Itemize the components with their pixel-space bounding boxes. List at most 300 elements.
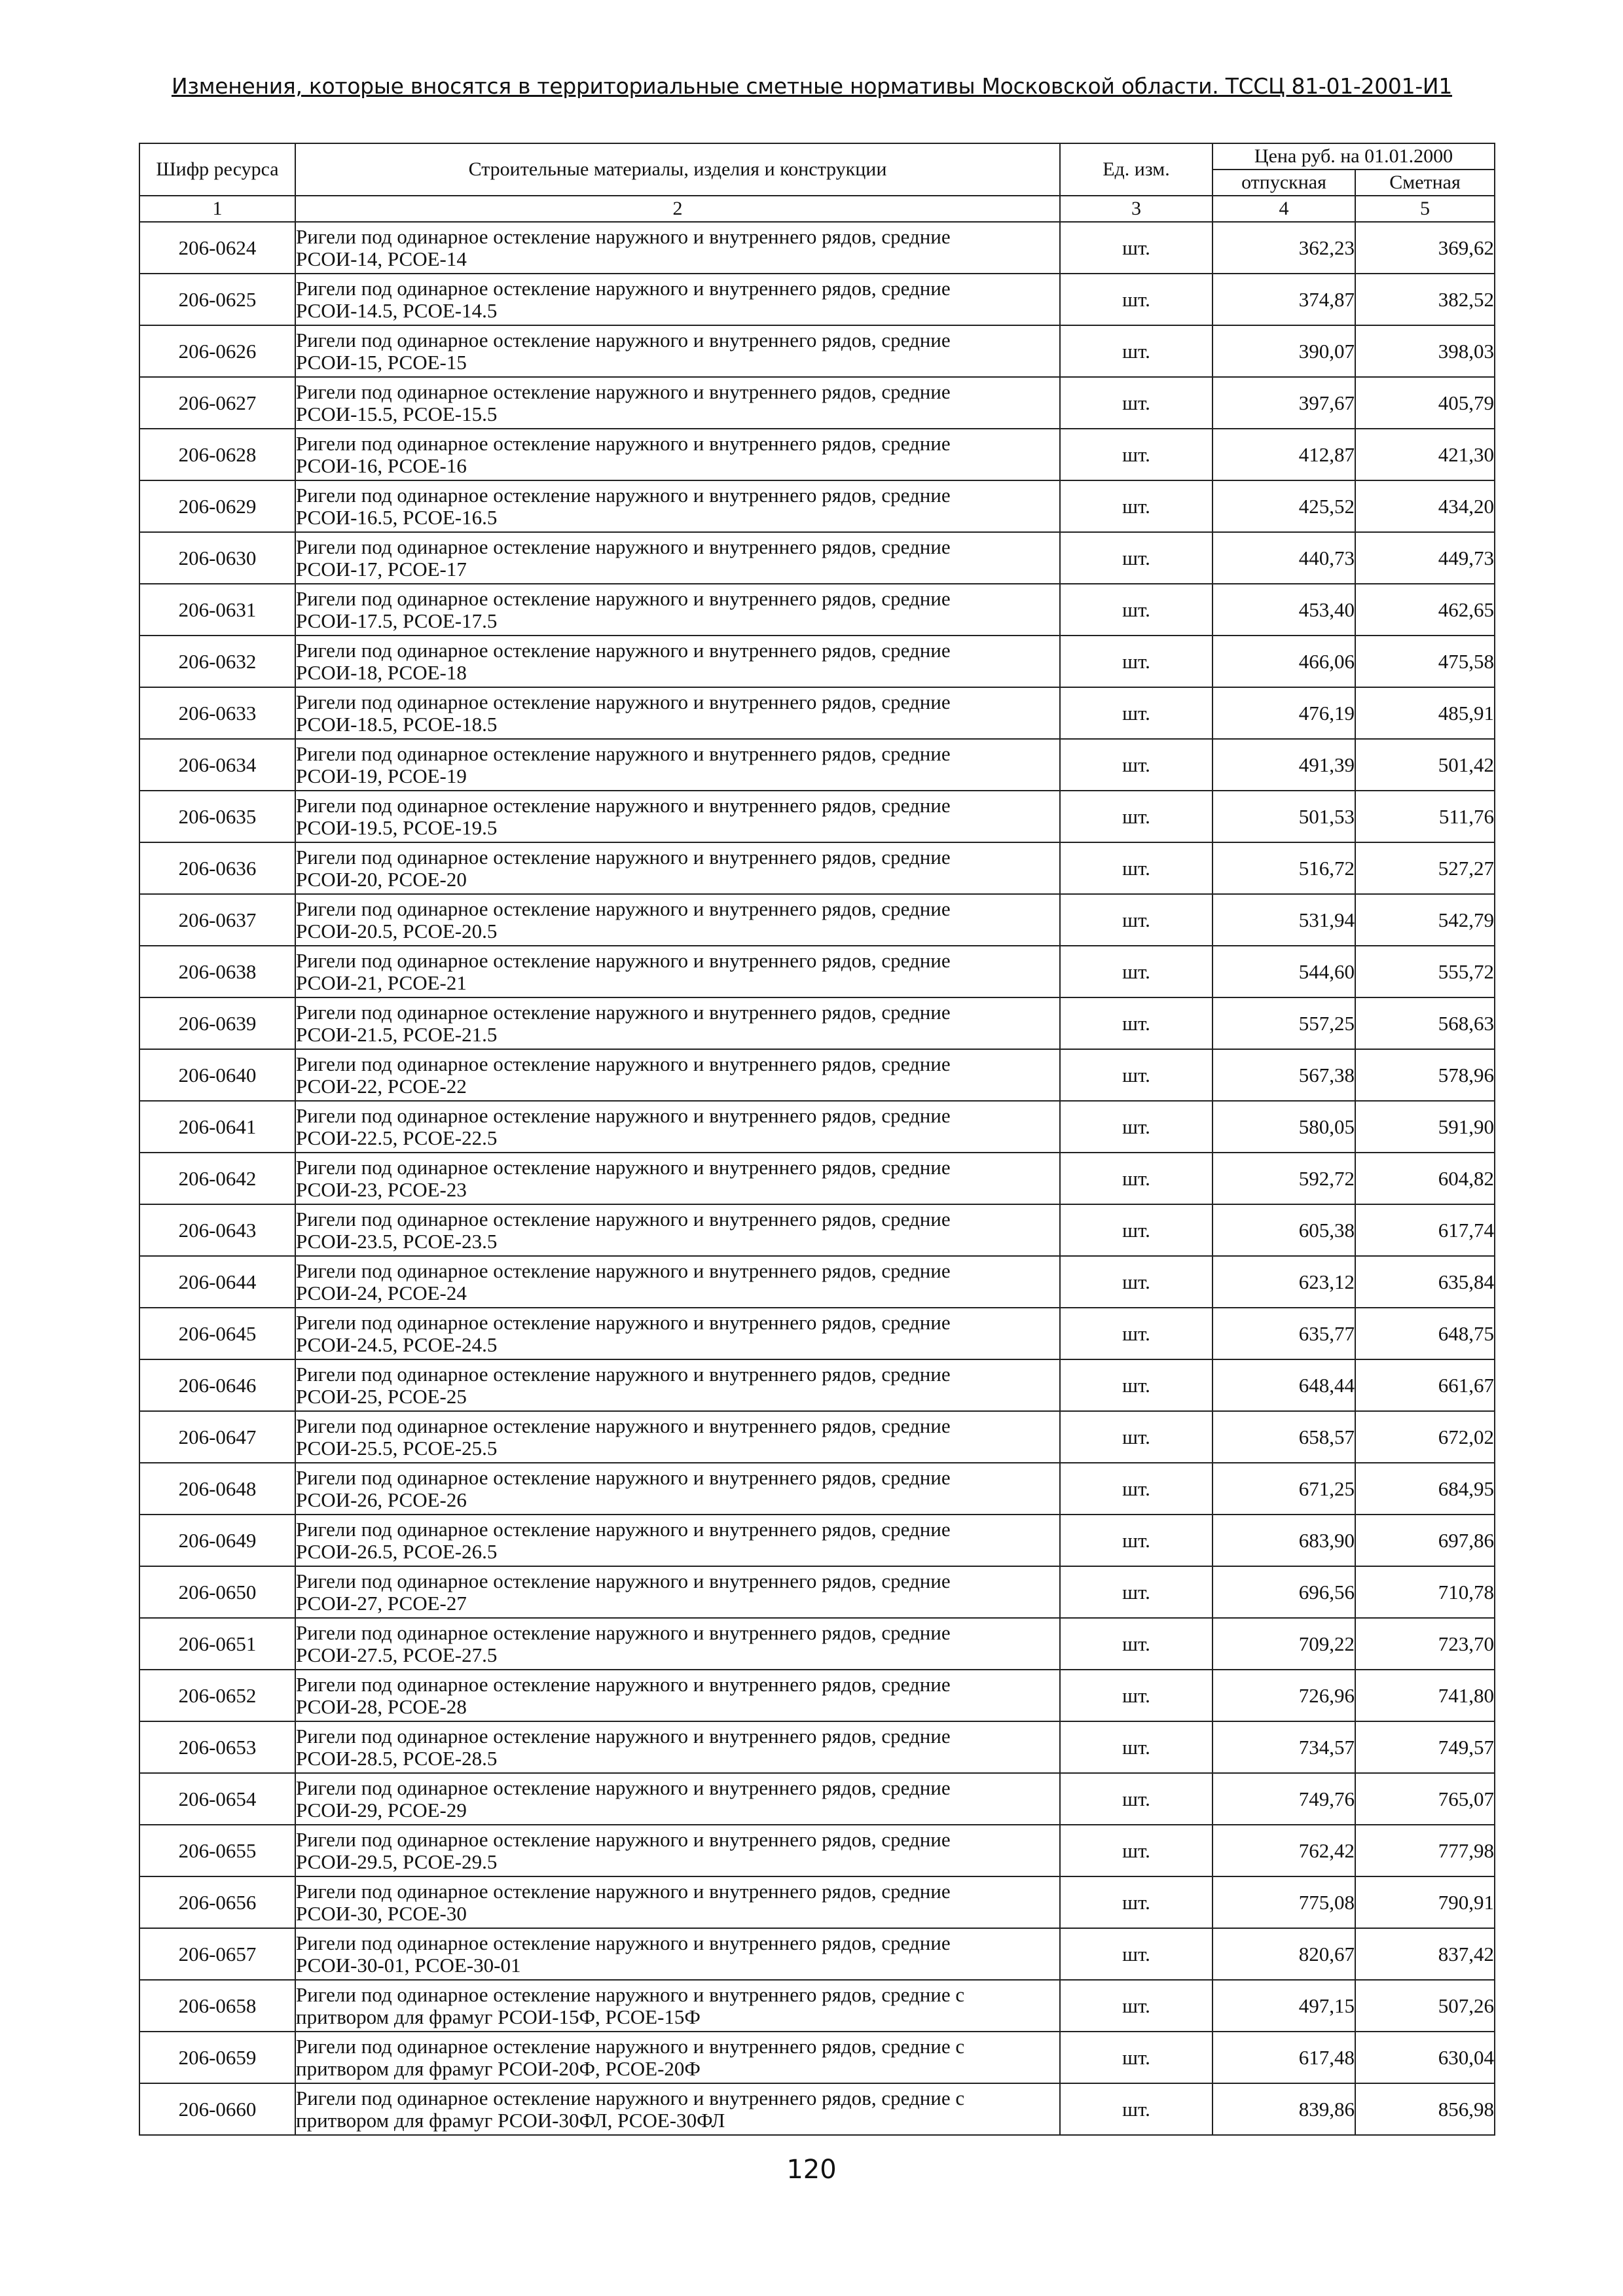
material-name-line: Ригели под одинарное остекление наружного и внутреннего рядов, средние	[296, 690, 951, 713]
material-name-line: РСОИ-15.5, РСОЕ-15.5	[296, 402, 498, 425]
unit-of-measure: шт.	[1060, 1721, 1213, 1773]
table-row	[139, 1618, 1495, 1670]
material-name	[295, 2032, 1060, 2083]
table-row	[139, 1153, 1495, 1204]
release-price: 580,05	[1213, 1101, 1355, 1153]
release-price: 466,06	[1213, 636, 1355, 687]
unit-of-measure: шт.	[1060, 377, 1213, 429]
release-price: 648,44	[1213, 1359, 1355, 1411]
release-price: 412,87	[1213, 429, 1355, 480]
release-price: 362,23	[1213, 222, 1355, 274]
release-price: 709,22	[1213, 1618, 1355, 1670]
resource-code: 206-0650	[139, 1566, 295, 1618]
unit-of-measure: шт.	[1060, 1928, 1213, 1980]
estimate-price: 507,26	[1355, 1980, 1495, 2032]
table-row	[139, 1049, 1495, 1101]
estimate-price: 485,91	[1355, 687, 1495, 739]
estimate-price: 765,07	[1355, 1773, 1495, 1825]
release-price: 671,25	[1213, 1463, 1355, 1515]
material-name-line: Ригели под одинарное остекление наружного и внутреннего рядов, средние	[296, 1776, 951, 1799]
table-row	[139, 791, 1495, 842]
material-name	[295, 997, 1060, 1049]
estimate-price: 405,79	[1355, 377, 1495, 429]
estimate-price: 555,72	[1355, 946, 1495, 997]
resource-code: 206-0629	[139, 480, 295, 532]
material-name-line: Ригели под одинарное остекление наружного и внутреннего рядов, средние	[296, 431, 951, 455]
release-price: 491,39	[1213, 739, 1355, 791]
material-name-line: притвором для фрамуг РСОИ-30ФЛ, РСОЕ-30ФЛ	[296, 2108, 725, 2132]
material-name	[295, 1773, 1060, 1825]
material-name-line: Ригели под одинарное остекление наружного и внутреннего рядов, средние	[296, 1155, 951, 1179]
material-name-line: Ригели под одинарное остекление наружного и внутреннего рядов, средние	[296, 1724, 951, 1748]
table-body	[139, 222, 1495, 2135]
release-price: 440,73	[1213, 532, 1355, 584]
resource-code: 206-0631	[139, 584, 295, 636]
table-row	[139, 1101, 1495, 1153]
material-name	[295, 1101, 1060, 1153]
table-row	[139, 946, 1495, 997]
table-row	[139, 1204, 1495, 1256]
table-row	[139, 997, 1495, 1049]
unit-of-measure: шт.	[1060, 1359, 1213, 1411]
release-price: 734,57	[1213, 1721, 1355, 1773]
estimate-price: 511,76	[1355, 791, 1495, 842]
column-number: 2	[295, 196, 1060, 222]
release-price: 567,38	[1213, 1049, 1355, 1101]
column-number: 5	[1355, 196, 1495, 222]
estimate-price: 661,67	[1355, 1359, 1495, 1411]
material-name	[295, 1980, 1060, 2032]
material-name	[295, 1411, 1060, 1463]
unit-of-measure: шт.	[1060, 894, 1213, 946]
page-header: Изменения, которые вносятся в территориальные сметные нормативы Московской области. ТССЦ 81-01-2001-И1	[171, 73, 1453, 99]
material-name-line: Ригели под одинарное остекление наружного и внутреннего рядов, средние с	[296, 2034, 965, 2058]
resource-code: 206-0624	[139, 222, 295, 274]
estimate-price: 578,96	[1355, 1049, 1495, 1101]
material-name-line: РСОИ-14.5, РСОЕ-14.5	[296, 298, 498, 322]
material-name-line: Ригели под одинарное остекление наружного и внутреннего рядов, средние	[296, 380, 951, 403]
material-name-line: РСОИ-15, РСОЕ-15	[296, 350, 467, 374]
material-name-line: Ригели под одинарное остекление наружного и внутреннего рядов, средние	[296, 1310, 951, 1334]
estimate-price: 684,95	[1355, 1463, 1495, 1515]
table-row	[139, 274, 1495, 325]
price-table	[139, 143, 1495, 2136]
material-name-line: Ригели под одинарное остекление наружного и внутреннего рядов, средние	[296, 1672, 951, 1696]
resource-code: 206-0660	[139, 2083, 295, 2135]
resource-code: 206-0651	[139, 1618, 295, 1670]
release-price: 749,76	[1213, 1773, 1355, 1825]
resource-code: 206-0659	[139, 2032, 295, 2083]
material-name	[295, 1876, 1060, 1928]
resource-code: 206-0638	[139, 946, 295, 997]
estimate-price: 604,82	[1355, 1153, 1495, 1204]
resource-code: 206-0628	[139, 429, 295, 480]
material-name-line: РСОИ-17, РСОЕ-17	[296, 557, 467, 581]
material-name-line: РСОИ-23, РСОЕ-23	[296, 1177, 467, 1201]
material-name-line: Ригели под одинарное остекление наружного и внутреннего рядов, средние	[296, 897, 951, 920]
material-name-line: РСОИ-14, РСОЕ-14	[296, 247, 467, 270]
estimate-price: 710,78	[1355, 1566, 1495, 1618]
material-name-line: Ригели под одинарное остекление наружного и внутреннего рядов, средние с	[296, 1982, 965, 2006]
material-name-line: РСОИ-25, РСОЕ-25	[296, 1384, 467, 1408]
unit-of-measure: шт.	[1060, 1566, 1213, 1618]
material-name-line: РСОИ-30, РСОЕ-30	[296, 1901, 467, 1925]
material-name-line: РСОИ-22, РСОЕ-22	[296, 1074, 467, 1098]
material-name-line: РСОИ-29, РСОЕ-29	[296, 1798, 467, 1821]
material-name-line: РСОИ-24.5, РСОЕ-24.5	[296, 1333, 498, 1356]
column-number: 3	[1060, 196, 1213, 222]
estimate-price: 475,58	[1355, 636, 1495, 687]
resource-code: 206-0640	[139, 1049, 295, 1101]
estimate-price: 697,86	[1355, 1515, 1495, 1566]
table-row	[139, 532, 1495, 584]
material-name-line: РСОИ-20, РСОЕ-20	[296, 867, 467, 891]
estimate-price: 617,74	[1355, 1204, 1495, 1256]
material-name-line: РСОИ-21, РСОЕ-21	[296, 971, 467, 994]
material-name-line: Ригели под одинарное остекление наружного и внутреннего рядов, средние	[296, 1465, 951, 1489]
material-name-line: РСОИ-28, РСОЕ-28	[296, 1695, 467, 1718]
material-name-line: РСОИ-24, РСОЕ-24	[296, 1281, 467, 1304]
material-name	[295, 1928, 1060, 1980]
table-row	[139, 584, 1495, 636]
material-name-line: Ригели под одинарное остекление наружного и внутреннего рядов, средние	[296, 276, 951, 300]
col-header-price-group: Цена руб. на 01.01.2000	[1213, 143, 1495, 170]
table-row	[139, 1825, 1495, 1876]
material-name-line: РСОИ-16, РСОЕ-16	[296, 454, 467, 477]
resource-code: 206-0626	[139, 325, 295, 377]
material-name-line: РСОИ-16.5, РСОЕ-16.5	[296, 505, 498, 529]
page-number: 120	[786, 2155, 837, 2185]
table-row	[139, 842, 1495, 894]
resource-code: 206-0636	[139, 842, 295, 894]
resource-code: 206-0643	[139, 1204, 295, 1256]
estimate-price: 434,20	[1355, 480, 1495, 532]
material-name	[295, 1670, 1060, 1721]
material-name-line: Ригели под одинарное остекление наружного и внутреннего рядов, средние	[296, 1259, 951, 1282]
resource-code: 206-0642	[139, 1153, 295, 1204]
estimate-price: 777,98	[1355, 1825, 1495, 1876]
material-name-line: Ригели под одинарное остекление наружного и внутреннего рядов, средние	[296, 948, 951, 972]
material-name	[295, 2083, 1060, 2135]
estimate-price: 723,70	[1355, 1618, 1495, 1670]
material-name-line: Ригели под одинарное остекление наружного и внутреннего рядов, средние	[296, 1517, 951, 1541]
unit-of-measure: шт.	[1060, 1204, 1213, 1256]
resource-code: 206-0657	[139, 1928, 295, 1980]
resource-code: 206-0632	[139, 636, 295, 687]
resource-code: 206-0653	[139, 1721, 295, 1773]
material-name-line: Ригели под одинарное остекление наружного и внутреннего рядов, средние	[296, 535, 951, 558]
release-price: 617,48	[1213, 2032, 1355, 2083]
release-price: 696,56	[1213, 1566, 1355, 1618]
material-name-line: РСОИ-18, РСОЕ-18	[296, 660, 467, 684]
material-name	[295, 429, 1060, 480]
release-price: 635,77	[1213, 1308, 1355, 1359]
material-name	[295, 222, 1060, 274]
table-row	[139, 1359, 1495, 1411]
table-row	[139, 1928, 1495, 1980]
material-name	[295, 274, 1060, 325]
material-name-line: РСОИ-20.5, РСОЕ-20.5	[296, 919, 498, 942]
estimate-price: 741,80	[1355, 1670, 1495, 1721]
table-row	[139, 1721, 1495, 1773]
material-name-line: Ригели под одинарное остекление наружного и внутреннего рядов, средние	[296, 1879, 951, 1903]
material-name	[295, 636, 1060, 687]
column-number: 4	[1213, 196, 1355, 222]
material-name-line: Ригели под одинарное остекление наружного и внутреннего рядов, средние	[296, 328, 951, 351]
unit-of-measure: шт.	[1060, 1411, 1213, 1463]
resource-code: 206-0639	[139, 997, 295, 1049]
material-name-line: Ригели под одинарное остекление наружного и внутреннего рядов, средние	[296, 742, 951, 765]
resource-code: 206-0630	[139, 532, 295, 584]
resource-code: 206-0635	[139, 791, 295, 842]
table-row	[139, 894, 1495, 946]
material-name	[295, 1256, 1060, 1308]
release-price: 453,40	[1213, 584, 1355, 636]
release-price: 516,72	[1213, 842, 1355, 894]
release-price: 605,38	[1213, 1204, 1355, 1256]
material-name-line: Ригели под одинарное остекление наружного и внутреннего рядов, средние	[296, 1000, 951, 1024]
unit-of-measure: шт.	[1060, 842, 1213, 894]
material-name	[295, 1463, 1060, 1515]
material-name-line: РСОИ-25.5, РСОЕ-25.5	[296, 1436, 498, 1460]
material-name-line: РСОИ-29.5, РСОЕ-29.5	[296, 1850, 498, 1873]
estimate-price: 382,52	[1355, 274, 1495, 325]
material-name-line: РСОИ-21.5, РСОЕ-21.5	[296, 1022, 498, 1046]
resource-code: 206-0637	[139, 894, 295, 946]
material-name	[295, 1049, 1060, 1101]
table-row	[139, 1463, 1495, 1515]
release-price: 374,87	[1213, 274, 1355, 325]
material-name-line: Ригели под одинарное остекление наружного и внутреннего рядов, средние	[296, 845, 951, 869]
material-name	[295, 1204, 1060, 1256]
unit-of-measure: шт.	[1060, 1980, 1213, 2032]
estimate-price: 527,27	[1355, 842, 1495, 894]
col-header-unit: Ед. изм.	[1060, 143, 1213, 196]
material-name-line: Ригели под одинарное остекление наружного и внутреннего рядов, средние	[296, 1931, 951, 1954]
material-name-line: притвором для фрамуг РСОИ-15Ф, РСОЕ-15Ф	[296, 2005, 701, 2028]
release-price: 726,96	[1213, 1670, 1355, 1721]
material-name-line: РСОИ-18.5, РСОЕ-18.5	[296, 712, 498, 736]
material-name-line: РСОИ-19, РСОЕ-19	[296, 764, 467, 787]
material-name-line: РСОИ-23.5, РСОЕ-23.5	[296, 1229, 498, 1253]
table-row	[139, 1411, 1495, 1463]
material-name	[295, 532, 1060, 584]
unit-of-measure: шт.	[1060, 1515, 1213, 1566]
resource-code: 206-0646	[139, 1359, 295, 1411]
table-row	[139, 1980, 1495, 2032]
material-name	[295, 325, 1060, 377]
material-name	[295, 584, 1060, 636]
estimate-price: 542,79	[1355, 894, 1495, 946]
table-row	[139, 739, 1495, 791]
material-name-line: Ригели под одинарное остекление наружного и внутреннего рядов, средние	[296, 1827, 951, 1851]
estimate-price: 501,42	[1355, 739, 1495, 791]
material-name	[295, 894, 1060, 946]
table-row	[139, 1308, 1495, 1359]
header-row	[139, 143, 1495, 170]
release-price: 501,53	[1213, 791, 1355, 842]
resource-code: 206-0648	[139, 1463, 295, 1515]
unit-of-measure: шт.	[1060, 274, 1213, 325]
release-price: 390,07	[1213, 325, 1355, 377]
unit-of-measure: шт.	[1060, 687, 1213, 739]
table-row	[139, 1515, 1495, 1566]
estimate-price: 856,98	[1355, 2083, 1495, 2135]
table-row	[139, 222, 1495, 274]
release-price: 839,86	[1213, 2083, 1355, 2135]
table-row	[139, 1773, 1495, 1825]
release-price: 775,08	[1213, 1876, 1355, 1928]
material-name	[295, 1618, 1060, 1670]
material-name-line: РСОИ-17.5, РСОЕ-17.5	[296, 609, 498, 632]
unit-of-measure: шт.	[1060, 1825, 1213, 1876]
table-row	[139, 1876, 1495, 1928]
unit-of-measure: шт.	[1060, 1256, 1213, 1308]
material-name-line: РСОИ-22.5, РСОЕ-22.5	[296, 1126, 498, 1149]
estimate-price: 790,91	[1355, 1876, 1495, 1928]
material-name	[295, 791, 1060, 842]
table-row	[139, 687, 1495, 739]
estimate-price: 648,75	[1355, 1308, 1495, 1359]
table-row	[139, 2032, 1495, 2083]
resource-code: 206-0658	[139, 1980, 295, 2032]
unit-of-measure: шт.	[1060, 2032, 1213, 2083]
material-name	[295, 842, 1060, 894]
material-name	[295, 1721, 1060, 1773]
release-price: 531,94	[1213, 894, 1355, 946]
resource-code: 206-0634	[139, 739, 295, 791]
table-row	[139, 1670, 1495, 1721]
material-name-line: Ригели под одинарное остекление наружного и внутреннего рядов, средние	[296, 1103, 951, 1127]
unit-of-measure: шт.	[1060, 1773, 1213, 1825]
unit-of-measure: шт.	[1060, 325, 1213, 377]
estimate-price: 837,42	[1355, 1928, 1495, 1980]
unit-of-measure: шт.	[1060, 584, 1213, 636]
estimate-price: 591,90	[1355, 1101, 1495, 1153]
estimate-price: 635,84	[1355, 1256, 1495, 1308]
release-price: 592,72	[1213, 1153, 1355, 1204]
table-row	[139, 429, 1495, 480]
unit-of-measure: шт.	[1060, 739, 1213, 791]
material-name-line: РСОИ-27, РСОЕ-27	[296, 1591, 467, 1615]
material-name	[295, 1359, 1060, 1411]
column-number-row	[139, 196, 1495, 222]
material-name-line: Ригели под одинарное остекление наружного и внутреннего рядов, средние	[296, 586, 951, 610]
table-row	[139, 325, 1495, 377]
material-name	[295, 1308, 1060, 1359]
release-price: 557,25	[1213, 997, 1355, 1049]
estimate-price: 421,30	[1355, 429, 1495, 480]
material-name-line: Ригели под одинарное остекление наружного и внутреннего рядов, средние	[296, 793, 951, 817]
release-price: 425,52	[1213, 480, 1355, 532]
resource-code: 206-0652	[139, 1670, 295, 1721]
release-price: 683,90	[1213, 1515, 1355, 1566]
unit-of-measure: шт.	[1060, 1618, 1213, 1670]
material-name-line: Ригели под одинарное остекление наружного и внутреннего рядов, средние	[296, 1052, 951, 1075]
unit-of-measure: шт.	[1060, 636, 1213, 687]
table-row	[139, 1256, 1495, 1308]
unit-of-measure: шт.	[1060, 1101, 1213, 1153]
material-name-line: Ригели под одинарное остекление наружного и внутреннего рядов, средние	[296, 1414, 951, 1437]
unit-of-measure: шт.	[1060, 2083, 1213, 2135]
unit-of-measure: шт.	[1060, 1876, 1213, 1928]
resource-code: 206-0654	[139, 1773, 295, 1825]
release-price: 544,60	[1213, 946, 1355, 997]
col-header-name: Строительные материалы, изделия и конструкции	[295, 143, 1060, 196]
material-name	[295, 1153, 1060, 1204]
resource-code: 206-0641	[139, 1101, 295, 1153]
release-price: 476,19	[1213, 687, 1355, 739]
resource-code: 206-0633	[139, 687, 295, 739]
material-name-line: РСОИ-19.5, РСОЕ-19.5	[296, 816, 498, 839]
resource-code: 206-0644	[139, 1256, 295, 1308]
release-price: 497,15	[1213, 1980, 1355, 2032]
material-name-line: Ригели под одинарное остекление наружного и внутреннего рядов, средние с	[296, 2086, 965, 2109]
material-name	[295, 1566, 1060, 1618]
table-row	[139, 636, 1495, 687]
material-name	[295, 1825, 1060, 1876]
material-name	[295, 946, 1060, 997]
resource-code: 206-0647	[139, 1411, 295, 1463]
material-name-line: Ригели под одинарное остекление наружного и внутреннего рядов, средние	[296, 1569, 951, 1592]
table-row	[139, 1566, 1495, 1618]
unit-of-measure: шт.	[1060, 1308, 1213, 1359]
resource-code: 206-0627	[139, 377, 295, 429]
resource-code: 206-0625	[139, 274, 295, 325]
estimate-price: 630,04	[1355, 2032, 1495, 2083]
unit-of-measure: шт.	[1060, 429, 1213, 480]
material-name-line: РСОИ-30-01, РСОЕ-30-01	[296, 1953, 521, 1977]
material-name-line: Ригели под одинарное остекление наружного и внутреннего рядов, средние	[296, 638, 951, 662]
unit-of-measure: шт.	[1060, 1463, 1213, 1515]
estimate-price: 462,65	[1355, 584, 1495, 636]
resource-code: 206-0649	[139, 1515, 295, 1566]
col-header-release: отпускная	[1213, 170, 1355, 196]
release-price: 658,57	[1213, 1411, 1355, 1463]
material-name-line: Ригели под одинарное остекление наружного и внутреннего рядов, средние	[296, 483, 951, 507]
table-row	[139, 377, 1495, 429]
unit-of-measure: шт.	[1060, 1670, 1213, 1721]
material-name-line: Ригели под одинарное остекление наружного и внутреннего рядов, средние	[296, 1621, 951, 1644]
material-name-line: РСОИ-27.5, РСОЕ-27.5	[296, 1643, 498, 1666]
material-name-line: Ригели под одинарное остекление наружного и внутреннего рядов, средние	[296, 224, 951, 248]
col-header-code: Шифр ресурса	[139, 143, 295, 196]
unit-of-measure: шт.	[1060, 946, 1213, 997]
unit-of-measure: шт.	[1060, 480, 1213, 532]
resource-code: 206-0645	[139, 1308, 295, 1359]
estimate-price: 672,02	[1355, 1411, 1495, 1463]
material-name-line: притвором для фрамуг РСОИ-20Ф, РСОЕ-20Ф	[296, 2056, 701, 2080]
material-name	[295, 480, 1060, 532]
unit-of-measure: шт.	[1060, 1153, 1213, 1204]
release-price: 397,67	[1213, 377, 1355, 429]
material-name-line: РСОИ-28.5, РСОЕ-28.5	[296, 1746, 498, 1770]
material-name	[295, 687, 1060, 739]
column-number: 1	[139, 196, 295, 222]
estimate-price: 749,57	[1355, 1721, 1495, 1773]
estimate-price: 369,62	[1355, 222, 1495, 274]
estimate-price: 398,03	[1355, 325, 1495, 377]
release-price: 762,42	[1213, 1825, 1355, 1876]
material-name	[295, 739, 1060, 791]
material-name-line: РСОИ-26.5, РСОЕ-26.5	[296, 1539, 498, 1563]
unit-of-measure: шт.	[1060, 791, 1213, 842]
resource-code: 206-0656	[139, 1876, 295, 1928]
material-name-line: РСОИ-26, РСОЕ-26	[296, 1488, 467, 1511]
estimate-price: 568,63	[1355, 997, 1495, 1049]
unit-of-measure: шт.	[1060, 222, 1213, 274]
material-name	[295, 377, 1060, 429]
